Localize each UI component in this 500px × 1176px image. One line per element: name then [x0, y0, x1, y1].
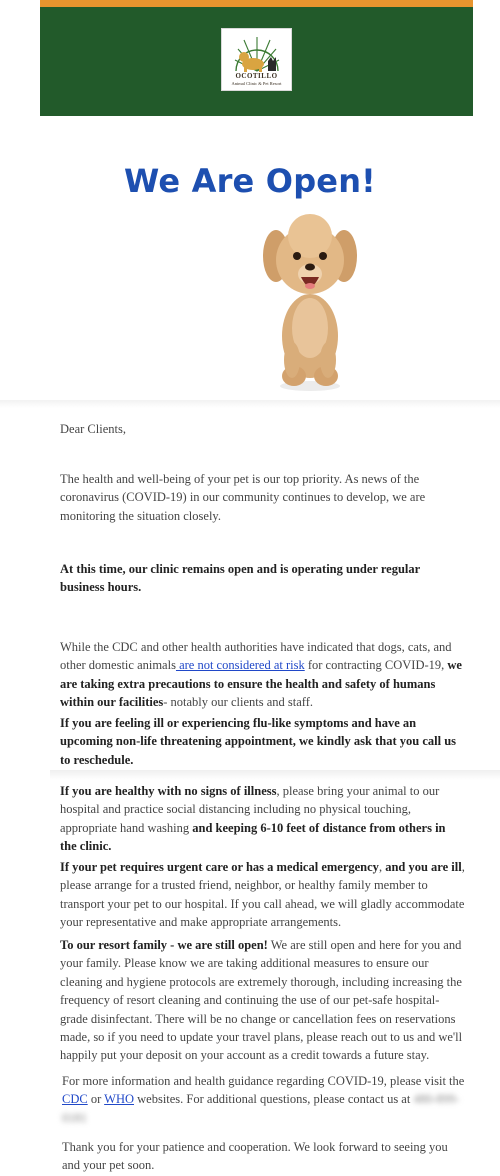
puppy-image — [262, 208, 358, 396]
intro-paragraph: The health and well-being of your pet is our top priority. As news of the coronavirus (COVID-19) in our community continues to develop, we are monitoring the situation closely. — [60, 472, 426, 523]
more-info-paragraph — [62, 1072, 465, 1127]
logo-brand-text: OCOTILLO — [235, 72, 278, 80]
precautions-text-b: for contracting COVID-19, — [304, 658, 448, 673]
emergency-bold-2: and you are ill — [385, 860, 462, 874]
reschedule-text: If you are feeling ill or experiencing flu-like symptoms and have an upcoming non-life threatening appointment, we kindly ask that you call us to reschedule. — [60, 716, 457, 767]
healthy-paragraph — [60, 782, 465, 856]
precautions-text-a: While the CDC and other health authorities have indicated that dogs, cats, and other domestic animals — [60, 640, 452, 673]
section-divider — [0, 400, 500, 408]
not-at-risk-link[interactable]: are not considered at risk — [175, 658, 305, 673]
open-notice-paragraph — [60, 560, 465, 597]
resort-bold: To our resort family - we are still open! — [60, 938, 268, 952]
open-notice-text: At this time, our clinic remains open and is operating under regular business hours. — [60, 562, 420, 595]
more-info-text-c: websites. For additional questions, please contact us at — [134, 1092, 414, 1107]
precautions-paragraph — [60, 638, 465, 712]
resort-text: We are still open and here for you and your family. Please know we are taking additional measures to ensure our cleaning and hygiene protocols are extremely thorough, including increasing the frequency of resort cleaning and continuing the use of our pet-safe hospital-grade disinfectant. There will be no change or cancellation fees on reservations made, so if you need to update your travel plans, please reach out to us and we'll happily put your deposit on your account as a credit towards a future stay. — [60, 938, 463, 1063]
resort-paragraph — [60, 936, 465, 1065]
content-separator — [50, 770, 500, 780]
healthy-bold-1: If you are healthy with no signs of illness — [60, 784, 277, 798]
clinic-logo[interactable] — [221, 28, 292, 91]
precautions-bold-text: we are taking extra precautions to ensure the health and safety of humans within our facilities — [60, 658, 462, 710]
greeting: Dear Clients, — [60, 422, 126, 436]
dog-cat-logo-icon — [232, 33, 282, 73]
emergency-bold-1: If your pet requires urgent care or has a medical emergency — [60, 860, 379, 874]
emergency-comma: , — [378, 860, 386, 874]
healthy-bold-2: and keeping 6-10 feet of distance from others in the clinic. — [60, 820, 446, 854]
emergency-paragraph — [60, 858, 465, 932]
hero-title: We Are Open! — [124, 162, 376, 200]
logo-subtitle-text: Animal Clinic & Pet Resort — [231, 81, 282, 86]
emergency-text: , please arrange for a trusted friend, neighbor, or healthy family member to transport your pet to our hospital. If you call ahead, we will gladly accommodate your representative and make appropriate arrangements. — [60, 860, 465, 930]
more-info-or: or — [87, 1092, 105, 1107]
reschedule-paragraph — [60, 714, 465, 769]
header-accent-stripe — [40, 0, 473, 7]
closing-paragraph: Thank you for your patience and cooperation. We look forward to seeing you and your pet soon. — [62, 1140, 448, 1173]
more-info-text-a: For more information and health guidance regarding COVID-19, please visit the — [62, 1074, 465, 1088]
cdc-link[interactable]: CDC — [62, 1092, 88, 1107]
phone-number[interactable]: 480-899-0181 — [62, 1092, 460, 1125]
who-link[interactable]: WHO — [104, 1092, 134, 1107]
precautions-text-c: - notably our clients and staff. — [163, 695, 313, 710]
healthy-text: , please bring your animal to our hospital and practice social distancing including no physical touching, appropriate hand washing — [60, 784, 440, 835]
